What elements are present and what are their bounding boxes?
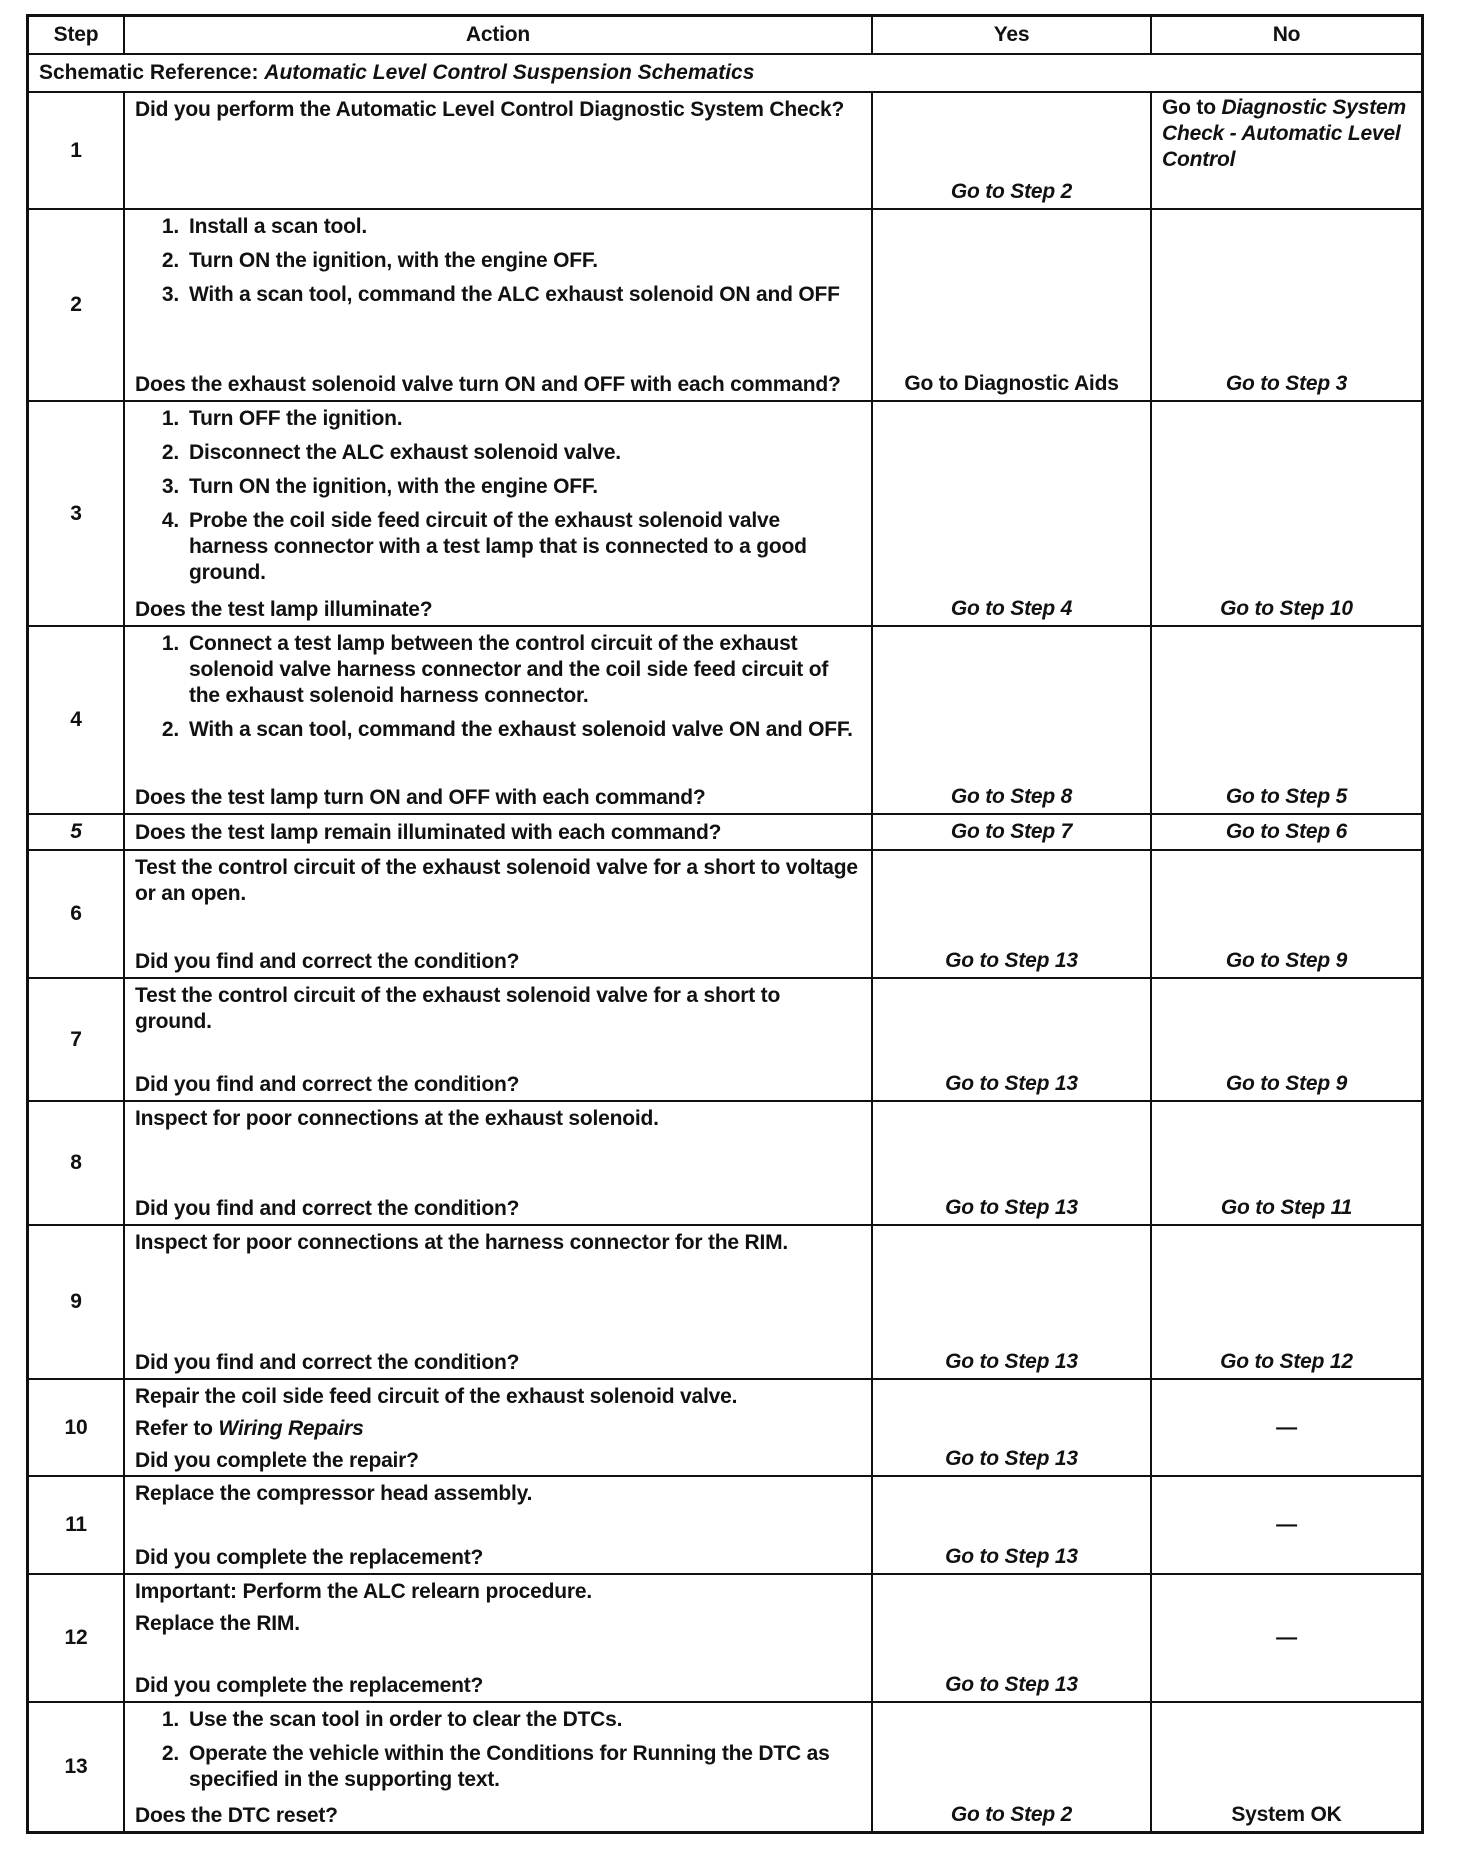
table-row	[29, 1100, 1421, 1224]
step-number: 4	[29, 627, 125, 813]
yes-result	[873, 815, 1152, 849]
item-number: 2.	[161, 718, 179, 741]
item-text: Turn ON the ignition, with the engine OFF.	[189, 475, 598, 498]
table-row	[29, 813, 1421, 849]
step-number: 1	[29, 93, 125, 208]
step-number: 12	[29, 1575, 125, 1701]
action-paragraph	[135, 1611, 861, 1637]
yes-link[interactable]: Go to Step 13	[945, 1673, 1078, 1696]
action-cell	[125, 210, 873, 400]
action-question: Did you find and correct the condition?	[135, 1351, 520, 1374]
header-row	[29, 17, 1421, 53]
item-text: Turn ON the ignition, with the engine OFF.	[189, 249, 598, 272]
no-link[interactable]: Go to Step 9	[1225, 949, 1348, 972]
item-text: With a scan tool, command the exhaust solenoid valve ON and OFF.	[189, 718, 853, 741]
action-cell	[125, 815, 873, 849]
action-question: Did you complete the repair?	[135, 1449, 419, 1472]
no-link[interactable]: Go to Step 12	[1220, 1350, 1353, 1373]
action-list-item	[135, 717, 861, 743]
no-result	[1152, 1477, 1421, 1573]
action-question: Did you perform the Automatic Level Control Diagnostic System Check?	[135, 98, 845, 121]
no-result	[1152, 93, 1421, 208]
table-row	[29, 625, 1421, 813]
diagnostic-table	[26, 14, 1424, 1834]
no-link[interactable]: Go to Step 10	[1220, 597, 1353, 620]
no-link[interactable]: Go to Step 5	[1225, 785, 1348, 808]
item-text: Use the scan tool in order to clear the DTCs.	[189, 1708, 623, 1731]
item-number: 4.	[161, 509, 179, 532]
step-number: 5	[29, 815, 125, 849]
action-list-item	[135, 248, 861, 274]
yes-link[interactable]: Go to Step 2	[950, 1803, 1073, 1826]
action-cell	[125, 1102, 873, 1224]
no-link[interactable]: —	[1276, 1626, 1297, 1649]
no-link[interactable]: Diagnostic System Check - Automatic Level Control	[1162, 96, 1406, 171]
table-row	[29, 1224, 1421, 1378]
header-yes: Yes	[873, 17, 1152, 53]
no-link[interactable]: Go to Step 9	[1225, 1072, 1348, 1095]
step-number: 9	[29, 1226, 125, 1378]
item-number: 2.	[161, 1742, 179, 1765]
schematic-reference	[29, 55, 764, 91]
action-cell	[125, 1703, 873, 1831]
action-cell	[125, 1380, 873, 1475]
yes-link[interactable]: Go to Step 7	[950, 820, 1073, 843]
action-question: Does the exhaust solenoid valve turn ON and OFF with each command?	[135, 373, 841, 396]
action-question: Does the test lamp turn ON and OFF with each command?	[135, 786, 706, 809]
item-text: Turn OFF the ignition.	[189, 407, 403, 430]
item-number: 1.	[161, 1708, 179, 1731]
schematic-link[interactable]: Automatic Level Control Suspension Schematics	[264, 61, 755, 84]
action-text: Inspect for poor connections at the exhaust solenoid.	[135, 1107, 659, 1130]
action-text: Test the control circuit of the exhaust solenoid valve for a short to voltage or an open.	[135, 856, 858, 905]
no-link[interactable]: —	[1276, 1415, 1297, 1439]
step-number: 13	[29, 1703, 125, 1831]
yes-link[interactable]: Go to Step 13	[945, 1447, 1078, 1470]
action-cell	[125, 93, 873, 208]
action-cell	[125, 1226, 873, 1378]
action-cell	[125, 1575, 873, 1701]
action-question: Does the DTC reset?	[135, 1804, 338, 1827]
item-number: 2.	[161, 249, 179, 272]
yes-result	[873, 979, 1152, 1100]
action-list-item	[135, 406, 861, 432]
yes-result	[873, 627, 1152, 813]
item-text: With a scan tool, command the ALC exhaust solenoid ON and OFF	[189, 283, 840, 306]
yes-result	[873, 1703, 1152, 1831]
yes-link[interactable]: Go to Step 4	[950, 597, 1073, 620]
yes-result	[873, 210, 1152, 400]
action-list-item	[135, 1741, 861, 1793]
no-link[interactable]: —	[1276, 1513, 1297, 1536]
action-question: Did you find and correct the condition?	[135, 1197, 520, 1220]
action-list-item	[135, 214, 861, 240]
action-cell	[125, 627, 873, 813]
yes-result	[873, 402, 1152, 625]
step-number: 11	[29, 1477, 125, 1573]
action-text: Test the control circuit of the exhaust solenoid valve for a short to ground.	[135, 984, 781, 1033]
table-row	[29, 849, 1421, 977]
yes-link[interactable]: Go to Step 13	[945, 1072, 1078, 1095]
no-link[interactable]: System OK	[1231, 1803, 1342, 1826]
action-text: Repair the coil side feed circuit of the exhaust solenoid valve.	[135, 1385, 738, 1408]
table-row	[29, 400, 1421, 625]
action-paragraph	[135, 1416, 861, 1442]
step-number: 2	[29, 210, 125, 400]
important-label: Important:	[135, 1580, 237, 1603]
yes-result	[873, 1477, 1152, 1573]
action-question: Did you complete the replacement?	[135, 1546, 484, 1569]
action-list-item	[135, 508, 861, 586]
no-link[interactable]: Go to Step 11	[1220, 1196, 1353, 1219]
yes-result	[873, 1226, 1152, 1378]
table-row	[29, 91, 1421, 208]
schematic-reference-row	[29, 53, 1421, 91]
no-result	[1152, 210, 1421, 400]
no-result	[1152, 402, 1421, 625]
item-number: 2.	[161, 441, 179, 464]
no-link[interactable]: Go to Step 6	[1225, 820, 1348, 843]
item-number: 3.	[161, 283, 179, 306]
action-question: Did you find and correct the condition?	[135, 1073, 520, 1096]
table-row	[29, 1475, 1421, 1573]
table-row	[29, 1701, 1421, 1831]
no-result	[1152, 1102, 1421, 1224]
no-result	[1152, 1380, 1421, 1475]
item-text: Install a scan tool.	[189, 215, 368, 238]
no-result	[1152, 979, 1421, 1100]
item-text: Connect a test lamp between the control circuit of the exhaust solenoid valve harness connector and the coil side feed circuit of the exhaust solenoid harness connector.	[189, 632, 829, 707]
yes-link[interactable]: Go to Diagnostic Aids	[904, 372, 1119, 395]
no-result	[1152, 1575, 1421, 1701]
action-cell	[125, 979, 873, 1100]
step-number: 7	[29, 979, 125, 1100]
action-paragraph	[135, 1106, 861, 1132]
item-number: 1.	[161, 632, 179, 655]
action-list-item	[135, 474, 861, 500]
action-text: Perform the ALC relearn procedure.	[236, 1580, 592, 1603]
action-text: Inspect for poor connections at the harness connector for the RIM.	[135, 1231, 789, 1254]
step-number: 3	[29, 402, 125, 625]
action-paragraph	[135, 1230, 861, 1256]
action-paragraph	[135, 983, 861, 1035]
action-paragraph	[135, 855, 861, 907]
yes-link[interactable]: Go to Step 13	[945, 1350, 1078, 1373]
item-text: Operate the vehicle within the Conditions for Running the DTC as specified in the supporting text.	[189, 1742, 830, 1791]
action-list-item	[135, 1707, 861, 1733]
action-question: Did you complete the replacement?	[135, 1674, 484, 1697]
step-number: 10	[29, 1380, 125, 1475]
yes-link[interactable]: Go to Step 8	[950, 785, 1073, 808]
header-action: Action	[125, 17, 873, 53]
table-row	[29, 208, 1421, 400]
yes-result	[873, 851, 1152, 977]
yes-link[interactable]: Go to Step 13	[945, 1196, 1078, 1219]
action-list-item	[135, 282, 861, 308]
no-result	[1152, 1226, 1421, 1378]
item-text: Probe the coil side feed circuit of the exhaust solenoid valve harness connector with a test lamp that is connected to a good ground.	[189, 509, 807, 584]
action-paragraph	[135, 1579, 861, 1605]
yes-result	[873, 1380, 1152, 1475]
action-cell	[125, 402, 873, 625]
action-paragraph	[135, 1481, 861, 1507]
yes-result	[873, 93, 1152, 208]
table-row	[29, 1573, 1421, 1701]
table-row	[29, 1378, 1421, 1475]
yes-result	[873, 1575, 1152, 1701]
no-prefix: Go to	[1162, 96, 1222, 119]
reference-link[interactable]: Wiring Repairs	[218, 1417, 364, 1440]
yes-link[interactable]: Go to Step 2	[950, 180, 1073, 203]
item-number: 1.	[161, 407, 179, 430]
header-step: Step	[29, 17, 125, 53]
action-question: Does the test lamp illuminate?	[135, 598, 433, 621]
no-result	[1152, 627, 1421, 813]
action-paragraph	[135, 1384, 861, 1410]
yes-link[interactable]: Go to Step 13	[945, 1545, 1078, 1568]
action-list-item	[135, 631, 861, 709]
action-question: Does the test lamp remain illuminated with each command?	[135, 821, 722, 844]
table-row	[29, 977, 1421, 1100]
yes-link[interactable]: Go to Step 13	[945, 949, 1078, 972]
action-cell	[125, 1477, 873, 1573]
no-result	[1152, 851, 1421, 977]
item-text: Disconnect the ALC exhaust solenoid valve.	[189, 441, 621, 464]
no-result	[1152, 815, 1421, 849]
action-text: Replace the compressor head assembly.	[135, 1482, 533, 1505]
schematic-label: Schematic Reference:	[39, 61, 259, 84]
yes-result	[873, 1102, 1152, 1224]
item-number: 1.	[161, 215, 179, 238]
header-no: No	[1272, 23, 1301, 46]
action-text: Refer to	[135, 1417, 219, 1440]
step-number: 6	[29, 851, 125, 977]
no-link-wrap	[1152, 95, 1421, 173]
item-number: 3.	[161, 475, 179, 498]
no-link[interactable]: Go to Step 3	[1225, 372, 1348, 395]
action-list-item	[135, 440, 861, 466]
action-text: Replace the RIM.	[135, 1612, 300, 1635]
action-cell	[125, 851, 873, 977]
step-number: 8	[29, 1102, 125, 1224]
action-question: Did you find and correct the condition?	[135, 950, 520, 973]
no-result	[1152, 1703, 1421, 1831]
